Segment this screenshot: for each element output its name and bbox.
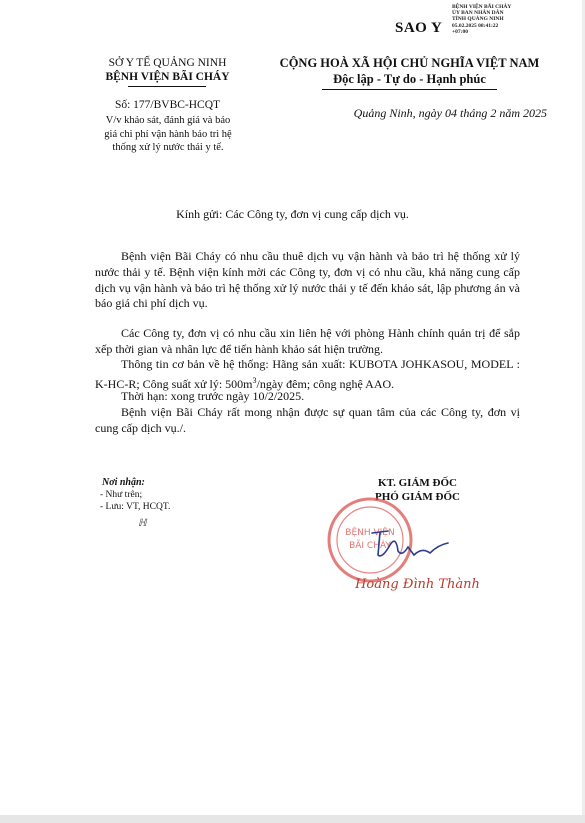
paragraph-text: Thời hạn: xong trước ngày 10/2/2025. — [121, 389, 305, 403]
viewer-bottom-bar — [0, 815, 585, 823]
body-paragraph — [95, 326, 520, 358]
digital-signature-line: ỦY BAN NHÂN DÂN — [452, 10, 504, 17]
organization-name: BỆNH VIỆN BÃI CHÁY — [105, 71, 230, 83]
recipient-line: Kính gửi: Các Công ty, đơn vị cung cấp dịch vụ. — [176, 207, 409, 221]
org-underline — [128, 86, 206, 87]
svg-text:BỆNH VIỆN: BỆNH VIỆN — [345, 528, 395, 538]
body-paragraph — [95, 389, 520, 405]
national-motto: Độc lập - Tự do - Hạnh phúc — [333, 72, 486, 86]
recipient-item: - Như trên; — [100, 490, 143, 500]
place-date: Quảng Ninh, ngày 04 tháng 2 năm 2025 — [353, 106, 547, 120]
body-paragraph — [95, 249, 520, 312]
digital-signature-info — [452, 4, 572, 35]
svg-text:BÃI CHÁY: BÃI CHÁY — [349, 541, 391, 551]
document-number: Số: 177/BVBC-HCQT — [114, 99, 221, 111]
digital-signature-line: BỆNH VIỆN BÃI CHÁY — [452, 4, 512, 10]
paragraph-text-part: Thông tin cơ bản về hệ thống: Hãng sản xuất: KUBOTA JOHKASOU, MODEL : K-HC-R; Công suất xử lý: 500m — [95, 357, 520, 391]
body-paragraph — [95, 357, 520, 393]
body-paragraph — [95, 405, 520, 437]
subject-line: V/v khảo sát, đánh giá và báo — [105, 115, 231, 126]
document-subject — [84, 114, 252, 155]
paragraph-text: Bệnh viện Bãi Cháy có nhu cầu thuê dịch vụ vận hành và bảo trì hệ thống xử lý nước thải y tế. Bệnh viện kính mời các Công ty, đơn vị có nhu cầu, khả năng cung cấp dịch vụ vận hành và bảo trì hệ thống xử lý nước thải y tế đến khảo sát, lập phương án và báo giá chi phí dịch vụ. — [95, 249, 520, 311]
signer-title: PHÓ GIÁM ĐỐC — [375, 491, 460, 503]
recipients-title: Nơi nhận: — [102, 477, 145, 488]
paragraph-text: Bệnh viện Bãi Cháy rất mong nhận được sự quan tâm của các Công ty, đơn vị cung cấp dịch vụ./. — [95, 405, 520, 435]
motto-underline — [322, 89, 497, 90]
national-title: CỘNG HOÀ XÃ HỘI CHỦ NGHĨA VIỆT NAM — [279, 56, 540, 70]
paragraph-text-part: /ngày đêm; công nghệ AAO. — [256, 376, 395, 391]
subject-line: thống xử lý nước thải y tế. — [112, 142, 224, 153]
signer-name: Hoàng Đình Thành — [355, 577, 480, 592]
digital-signature-line: 05.02.2025 08:41:22 — [452, 22, 499, 29]
signer-role: KT. GIÁM ĐỐC — [378, 477, 457, 489]
recipient-item: - Lưu: VT, HCQT. — [100, 502, 171, 512]
copy-mark: SAO Y — [395, 20, 443, 36]
initials-mark: ℍ — [138, 518, 147, 529]
ministry-name: SỞ Y TẾ QUẢNG NINH — [108, 57, 227, 69]
digital-signature-line: +07:00 — [452, 28, 468, 35]
paragraph-text: Các Công ty, đơn vị có nhu cầu xin liên hệ với phòng Hành chính quản trị để sắp xếp thời gian và nhân lực để tiến hành khảo sát hiện trường. — [95, 326, 520, 356]
digital-signature-line: TỈNH QUẢNG NINH — [452, 16, 504, 23]
paragraph-text — [95, 357, 520, 393]
handwritten-signature-icon — [368, 525, 450, 565]
subject-line: giá chi phí vận hành bảo trì hệ — [104, 128, 232, 140]
superscript: 3 — [252, 375, 257, 385]
